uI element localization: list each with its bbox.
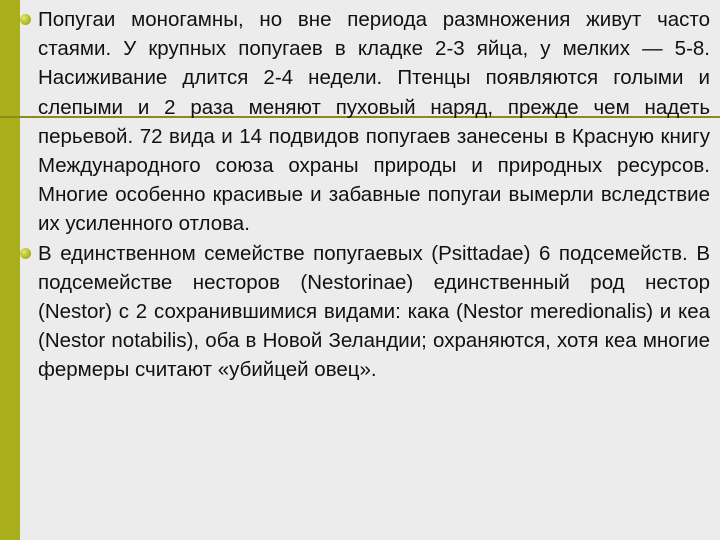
paragraph-text: Попугаи моногамны, но вне периода размножения живут часто стаями. У крупных попугаев в кладке 2-3 яйца, у мелких — 5-8. Насиживание длится 2-4 недели. Птенцы появляются голыми и слепыми и 2 раза меняют пуховый наряд, прежде чем надеть перьевой. 72 вида и 14 подвидов попугаев занесены в Красную книгу Международного союза охраны природы и природных ресурсов. Многие особенно красивые и забавные попугаи вымерли вследствие их усиленного отлова. xyxy=(38,8,710,236)
bullet-list xyxy=(20,5,710,385)
slide-content xyxy=(20,0,710,540)
bullet-icon xyxy=(20,14,31,25)
left-accent-bar xyxy=(0,0,20,540)
bullet-item-taxonomy xyxy=(20,239,710,385)
bullet-icon xyxy=(20,248,31,259)
bullet-item-reproduction xyxy=(20,5,710,239)
paragraph-text: В единственном семействе попугаевых (Psittadae) 6 подсемейств. В подсемействе несторов (Nestorinae) единственный род нестор (Nestor) с 2 сохранившимися видами: кака (Nestor meredionalis) и кеа (Nestor notabilis), оба в Новой Зеландии; охраняются, хотя кеа многие фермеры считают «убийцей овец». xyxy=(38,241,710,382)
